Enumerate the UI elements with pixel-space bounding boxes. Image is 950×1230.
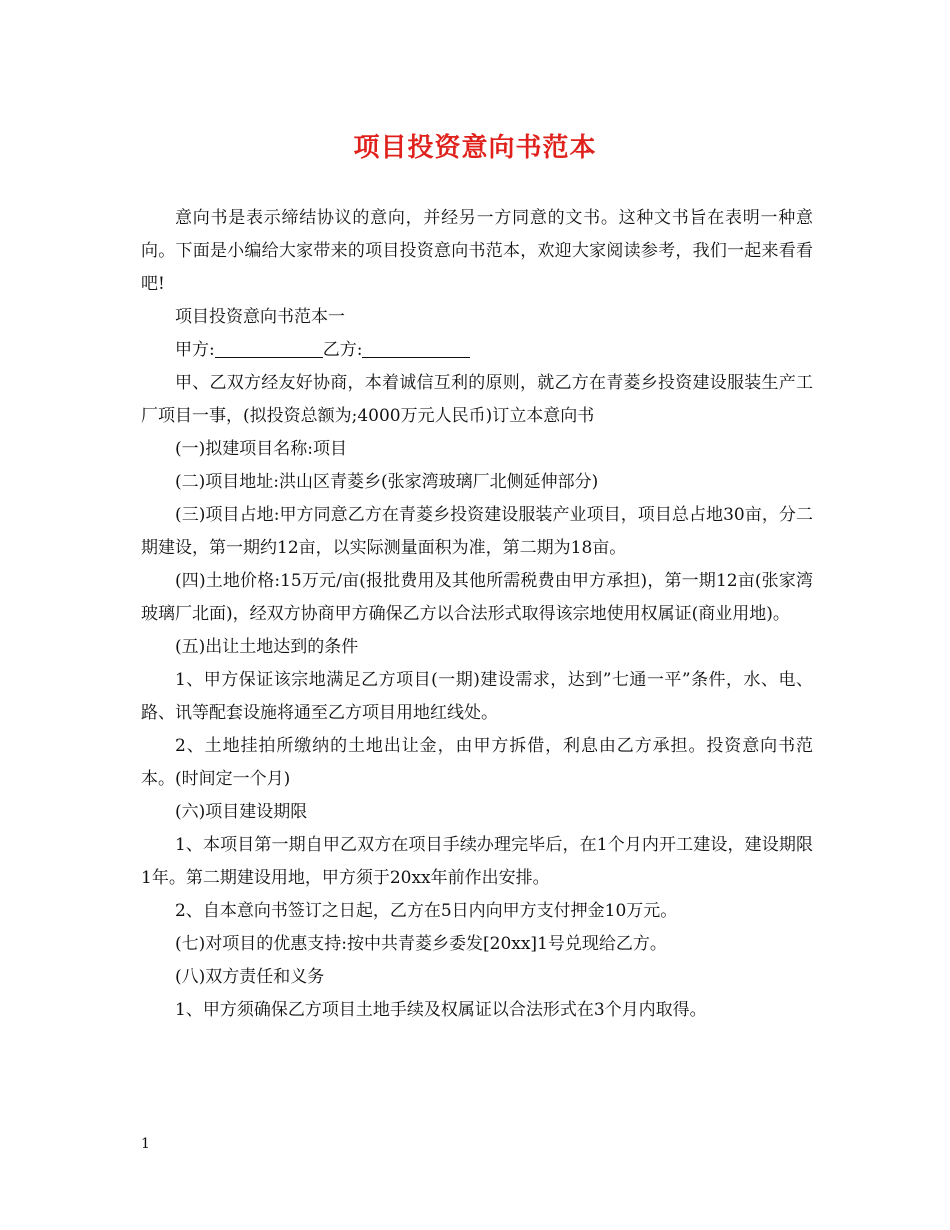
clause-paragraph: (八)双方责任和义务 xyxy=(175,967,325,987)
clause-paragraph: (四)土地价格:15万元/亩(报批费用及其他所需税费由甲方承担)，第一期12亩(张家湾玻璃厂北面)，经双方协商甲方确保乙方以合法形式取得该宗地使用权属证(商业用地)。 xyxy=(141,571,813,624)
clause-paragraph: (三)项目占地:甲方同意乙方在青菱乡投资建设服装产业项目，项目总占地30亩，分二期建设，第一期约12亩，以实际测量面积为准，第二期为18亩。 xyxy=(141,505,813,558)
document-title: 项目投资意向书范本 xyxy=(353,133,597,163)
party-a-blank xyxy=(215,337,323,358)
party-a-label: 甲方: xyxy=(175,340,215,360)
clause-paragraph: (七)对项目的优惠支持:按中共青菱乡委发[20xx]1号兑现给乙方。 xyxy=(175,934,667,954)
clause-paragraph: (二)项目地址:洪山区青菱乡(张家湾玻璃厂北侧延伸部分) xyxy=(175,472,599,492)
clause-paragraph: (一)拟建项目名称:项目 xyxy=(175,439,347,459)
clause-paragraph: 2、自本意向书签订之日起，乙方在5日内向甲方支付押金10万元。 xyxy=(175,901,678,921)
document-body xyxy=(141,202,813,1027)
clause-paragraph: (五)出让土地达到的条件 xyxy=(175,637,359,657)
clause-paragraph: (六)项目建设期限 xyxy=(175,802,308,822)
page-number: 1 xyxy=(141,1136,150,1152)
clause-paragraph: 甲、乙双方经友好协商，本着诚信互利的原则，就乙方在青菱乡投资建设服装生产工厂项目一事，(拟投资总额为;4000万元人民币)订立本意向书 xyxy=(141,373,813,426)
clause-paragraph: 2、土地挂拍所缴纳的土地出让金，由甲方拆借，利息由乙方承担。投资意向书范本。(时间定一个月) xyxy=(141,736,813,789)
section-heading: 项目投资意向书范本一 xyxy=(175,307,345,327)
clause-paragraph: 1、甲方保证该宗地满足乙方项目(一期)建设需求，达到”七通一平”条件，水、电、路、讯等配套设施将通至乙方项目用地红线处。 xyxy=(141,670,813,723)
parties-line xyxy=(141,334,813,367)
intro-paragraph: 意向书是表示缔结协议的意向，并经另一方同意的文书。这种文书旨在表明一种意向。下面是小编给大家带来的项目投资意向书范本，欢迎大家阅读参考，我们一起来看看吧! xyxy=(141,208,813,294)
party-b-label: 乙方: xyxy=(322,340,363,360)
clause-paragraph: 1、本项目第一期自甲乙双方在项目手续办理完毕后，在1个月内开工建设，建设期限1年。第二期建设用地，甲方须于20xx年前作出安排。 xyxy=(141,835,813,888)
party-b-blank xyxy=(362,337,470,358)
clause-paragraph: 1、甲方须确保乙方项目土地手续及权属证以合法形式在3个月内取得。 xyxy=(175,1000,707,1020)
